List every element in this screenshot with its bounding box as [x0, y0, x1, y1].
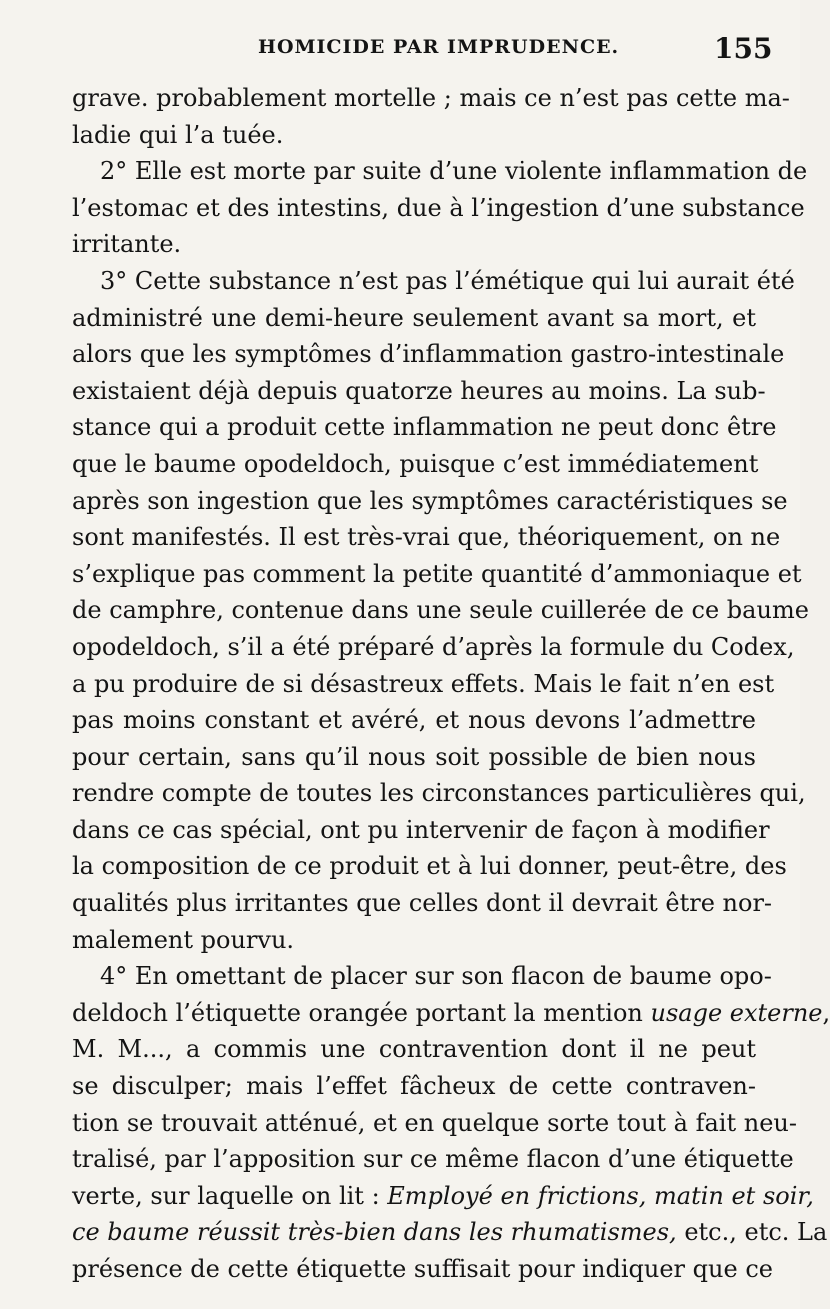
body-text [72, 80, 830, 1288]
text-line: se disculper; mais l’effet fâcheux de cette contraven- [72, 1072, 756, 1101]
text-line: présence de cette étiquette suffisait pour indiquer que ce [72, 1255, 773, 1283]
page-header [0, 34, 800, 64]
text-line: 3° Cette substance n’est pas l’émétique qui lui aurait été [100, 266, 795, 295]
text-fragment: etc., etc. La [676, 1218, 828, 1247]
text-line: la composition de ce produit et à lui donner, peut-être, des [72, 852, 787, 881]
text-fragment: verte, sur laquelle on lit : [72, 1181, 388, 1210]
running-head: HOMICIDE PAR IMPRUDENCE. [258, 36, 620, 58]
text-fragment: deldoch l’étiquette orangée portant la mention [72, 998, 651, 1027]
text-line: qualités plus irritantes que celles dont il devrait être nor- [72, 889, 773, 918]
text-line: existaient déjà depuis quatorze heures au moins. La sub- [72, 376, 766, 405]
text-line: opodeldoch, s’il a été préparé d’après la formule du Codex, [72, 632, 795, 661]
text-line: s’explique pas comment la petite quantité d’ammoniaque et [72, 559, 802, 588]
text-line: alors que les symptômes d’inflammation gastro-intestinale [72, 340, 785, 369]
text-line: tion se trouvait atténué, et en quelque sorte tout à fait neu- [72, 1108, 797, 1137]
page-number: 155 [714, 32, 773, 65]
text-line-mixed [72, 1214, 828, 1251]
text-line: irritante. [72, 230, 182, 259]
text-line: de camphre, contenue dans une seule cuillerée de ce baume [72, 596, 809, 625]
text-line: M. M..., a commis une contravention dont il ne peut [72, 1035, 756, 1064]
text-line: pas moins constant et avéré, et nous devons l’admettre [72, 706, 756, 735]
text-line: que le baume opodeldoch, puisque c’est immédiatement [72, 449, 759, 478]
text-line: dans ce cas spécial, ont pu intervenir de façon à modifier [72, 815, 770, 844]
text-line: tralisé, par l’apposition sur ce même flacon d’une étiquette [72, 1145, 794, 1174]
text-line: l’estomac et des intestins, due à l’ingestion d’une substance [72, 193, 805, 222]
text-line: ladie qui l’a tuée. [72, 120, 284, 149]
italic-fragment: usage externe [650, 998, 823, 1027]
text-line: 4° En omettant de placer sur son flacon de baume opo- [100, 962, 772, 991]
text-line: a pu produire de si désastreux effets. Mais le fait n’en est [72, 669, 775, 698]
text-line: malement pourvu. [72, 925, 295, 954]
italic-fragment: Employé en frictions, matin et soir, [387, 1181, 814, 1210]
text-line: administré une demi-heure seulement avant sa mort, et [72, 303, 756, 332]
text-line: pour certain, sans qu’il nous soit possible de bien nous [72, 742, 756, 771]
italic-fragment: ce baume réussit très-bien dans les rhumatismes, [72, 1218, 677, 1247]
text-line-mixed [72, 995, 830, 1032]
text-fragment: , [822, 998, 830, 1027]
text-line: rendre compte de toutes les circonstances particulières qui, [72, 779, 806, 808]
text-line-mixed [72, 1178, 814, 1215]
text-line: 2° Elle est morte par suite d’une violente inflammation de [100, 157, 808, 186]
text-line: sont manifestés. Il est très-vrai que, théoriquement, on ne [72, 523, 781, 552]
text-line: stance qui a produit cette inflammation ne peut donc être [72, 413, 777, 442]
text-line: après son ingestion que les symptômes caractéristiques se [72, 486, 788, 515]
text-line: grave. probablement mortelle ; mais ce n’est pas cette ma- [72, 84, 790, 112]
